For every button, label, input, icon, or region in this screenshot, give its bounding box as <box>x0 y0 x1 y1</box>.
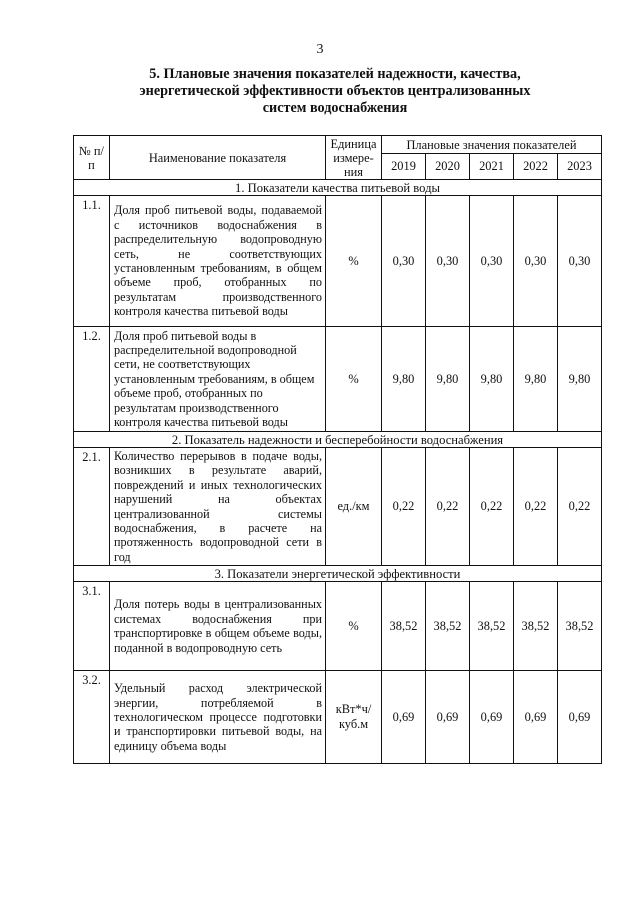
header-year: 2019 <box>382 154 426 180</box>
row-number: 2.1. <box>74 448 110 566</box>
value-cell: 0,30 <box>426 196 470 327</box>
title-line-2: энергетической эффективности объектов централизованных <box>139 83 531 99</box>
value-cell: 0,69 <box>514 671 558 764</box>
indicator-name: Доля потерь воды в централизованных системах водоснабжения при транспортировке в общем объеме воды, поданной в водопроводную сеть <box>110 582 326 671</box>
section-title: 3. Показатели энергетической эффективности <box>74 566 602 582</box>
value-cell: 0,22 <box>514 448 558 566</box>
indicator-unit: % <box>326 327 382 432</box>
value-cell: 9,80 <box>426 327 470 432</box>
value-cell: 0,69 <box>382 671 426 764</box>
value-cell: 0,22 <box>558 448 602 566</box>
value-cell: 38,52 <box>514 582 558 671</box>
header-year: 2021 <box>470 154 514 180</box>
value-cell: 0,22 <box>382 448 426 566</box>
indicator-unit: кВт*ч/куб.м <box>326 671 382 764</box>
value-cell: 0,69 <box>558 671 602 764</box>
row-number: 1.1. <box>74 196 110 327</box>
value-cell: 38,52 <box>470 582 514 671</box>
page-number: 3 <box>316 42 324 57</box>
section-title: 1. Показатели качества питьевой воды <box>74 180 602 196</box>
row-number: 1.2. <box>74 327 110 432</box>
indicator-name: Доля проб питьевой воды, подаваемой с источников водоснабжения в распределительную водопроводную сеть, не соответствующих установленным требованиям, в общем объеме проб, отобранных по результатам производственного контроля качества питьевой воды <box>110 196 326 327</box>
value-cell: 9,80 <box>558 327 602 432</box>
document-title <box>110 66 560 117</box>
header-year: 2023 <box>558 154 602 180</box>
value-cell: 0,30 <box>382 196 426 327</box>
indicator-unit: ед./км <box>326 448 382 566</box>
header-unit: Единица измере-ния <box>326 136 382 180</box>
value-cell: 0,69 <box>470 671 514 764</box>
header-planned-values: Плановые значения показателей <box>382 136 602 154</box>
indicator-name: Доля проб питьевой воды в распределительной водопроводной сети, не соответствующих установленным требованиям, в общем объеме проб, отобранных по результатам производственного контроля качества питьевой воды <box>110 327 326 432</box>
value-cell: 9,80 <box>514 327 558 432</box>
value-cell: 0,69 <box>426 671 470 764</box>
row-number: 3.2. <box>74 671 110 764</box>
value-cell: 0,22 <box>426 448 470 566</box>
title-line-1: 5. Плановые значения показателей надежности, качества, <box>149 66 521 82</box>
value-cell: 0,30 <box>558 196 602 327</box>
title-line-3: систем водоснабжения <box>262 100 408 116</box>
planned-values-table <box>73 135 602 764</box>
value-cell: 38,52 <box>382 582 426 671</box>
header-year: 2020 <box>426 154 470 180</box>
indicator-unit: % <box>326 196 382 327</box>
header-name: Наименование показателя <box>110 136 326 180</box>
value-cell: 0,30 <box>514 196 558 327</box>
value-cell: 9,80 <box>470 327 514 432</box>
indicator-name: Удельный расход электрической энергии, потребляемой в технологическом процессе подготовки и транспортировки питьевой воды, на единицу объема воды <box>110 671 326 764</box>
section-title: 2. Показатель надежности и бесперебойности водоснабжения <box>74 432 602 448</box>
indicator-name: Количество перерывов в подаче воды, возникших в результате аварий, повреждений и иных технологических нарушений на объектах централизованной системы водоснабжения, в расчете на протяженность водопроводной сети в год <box>110 448 326 566</box>
value-cell: 0,22 <box>470 448 514 566</box>
value-cell: 38,52 <box>558 582 602 671</box>
row-number: 3.1. <box>74 582 110 671</box>
value-cell: 9,80 <box>382 327 426 432</box>
value-cell: 0,30 <box>470 196 514 327</box>
header-num: № п/п <box>74 136 110 180</box>
value-cell: 38,52 <box>426 582 470 671</box>
header-year: 2022 <box>514 154 558 180</box>
indicator-unit: % <box>326 582 382 671</box>
